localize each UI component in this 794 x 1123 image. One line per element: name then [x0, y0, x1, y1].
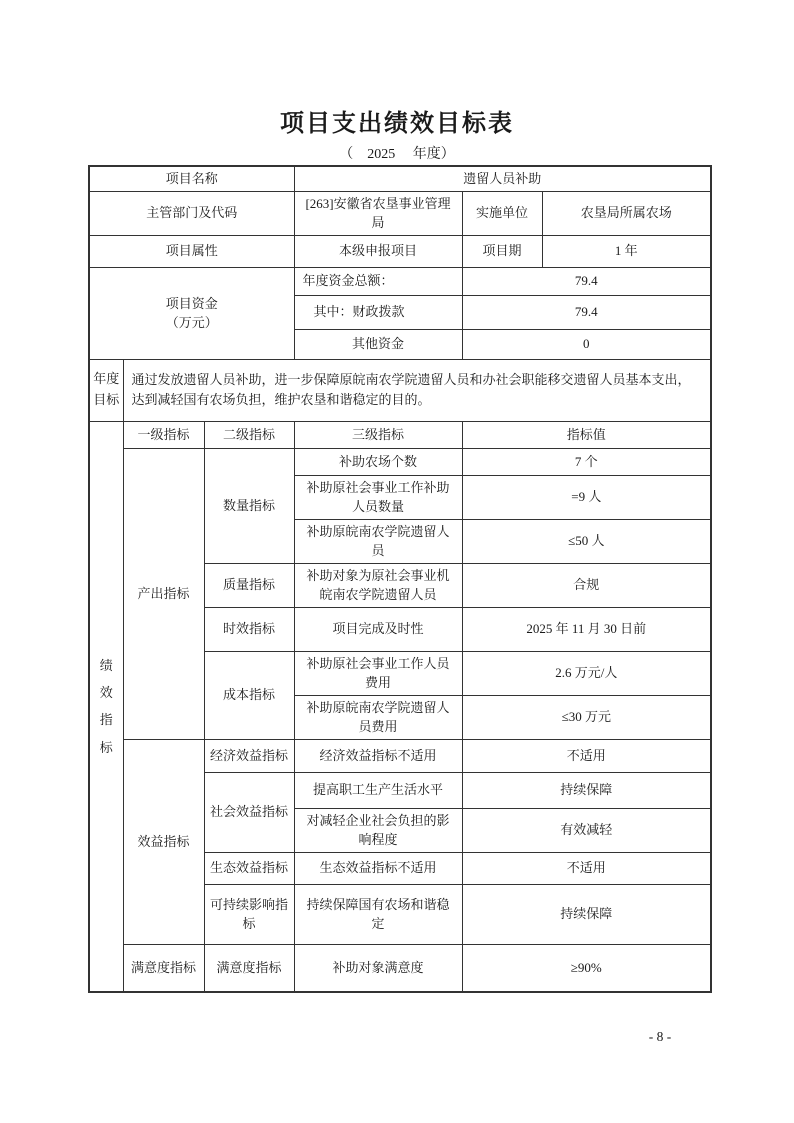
fund-fiscal-label: 其中：财政拨款	[294, 295, 462, 329]
l2-quality-cell: 质量指标	[204, 563, 294, 607]
indicator-row	[89, 944, 711, 992]
l2-economic-cell: 经济效益指标	[204, 739, 294, 772]
funds-label-line1: 项目资金	[165, 295, 218, 311]
indicator-value-cell: 7 个	[462, 448, 711, 475]
indicator-value-cell: 2025 年 11 月 30 日前	[462, 607, 711, 651]
impl-unit-value: 农垦局所属农场	[542, 191, 711, 235]
l2-timeliness-cell: 时效指标	[204, 607, 294, 651]
indicator-l3-cell: 补助对象为原社会事业机皖南农学院遗留人员	[294, 563, 462, 607]
indicator-l3-cell: 生态效益指标不适用	[294, 852, 462, 884]
indicator-value-cell: 持续保障	[462, 884, 711, 944]
impl-unit-label: 实施单位	[462, 191, 542, 235]
indicator-value-cell: 不适用	[462, 852, 711, 884]
dept-label: 主管部门及代码	[89, 191, 294, 235]
indicator-l3-cell: 补助农场个数	[294, 448, 462, 475]
indicator-value-cell: 不适用	[462, 739, 711, 772]
project-name-label: 项目名称	[89, 166, 294, 191]
performance-target-table	[88, 165, 712, 993]
indicator-l3-cell: 补助原皖南农学院遗留人员	[294, 519, 462, 563]
l2-cost-cell: 成本指标	[204, 651, 294, 739]
indicator-l3-cell: 补助对象满意度	[294, 944, 462, 992]
indicator-value-cell: 合规	[462, 563, 711, 607]
fund-other-value: 0	[462, 329, 711, 359]
fund-total-label: 年度资金总额：	[294, 267, 462, 295]
funds-label	[89, 267, 294, 359]
header-l1: 一级指标	[123, 421, 204, 448]
indicator-row	[89, 739, 711, 772]
indicator-row	[89, 448, 711, 475]
indicator-l3-cell: 补助原社会事业工作人员费用	[294, 651, 462, 695]
indicator-value-cell: 2.6 万元/人	[462, 651, 711, 695]
indicator-l3-cell: 对减轻企业社会负担的影响程度	[294, 808, 462, 852]
annual-goal-text: 通过发放遗留人员补助，进一步保障原皖南农学院遗留人员和办社会职能移交遗留人员基本支出，达到减轻国有农场负担，维护农垦和谐稳定的目的。	[123, 359, 711, 421]
fund-other-label: 其他资金	[294, 329, 462, 359]
fund-total-value: 79.4	[462, 267, 711, 295]
page-title: 项目支出绩效目标表	[280, 111, 514, 137]
indicator-value-cell: ≤50 人	[462, 519, 711, 563]
dept-value: [263]安徽省农垦事业管理局	[294, 191, 462, 235]
indicator-value-cell: 持续保障	[462, 772, 711, 808]
row-annual-goal	[89, 359, 711, 421]
l2-sustainable-cell: 可持续影响指标	[204, 884, 294, 944]
indicator-l3-cell: 提高职工生产生活水平	[294, 772, 462, 808]
indicator-value-cell: 有效减轻	[462, 808, 711, 852]
header-value: 指标值	[462, 421, 711, 448]
attr-label: 项目属性	[89, 235, 294, 267]
indicator-l3-cell: 项目完成及时性	[294, 607, 462, 651]
row-project-name	[89, 166, 711, 191]
row-department	[89, 191, 711, 235]
period-label: 项目期	[462, 235, 542, 267]
indicator-l3-cell: 经济效益指标不适用	[294, 739, 462, 772]
indicator-l3-cell: 补助原皖南农学院遗留人员费用	[294, 695, 462, 739]
indicator-value-cell: ≤30 万元	[462, 695, 711, 739]
l1-output-cell: 产出指标	[123, 448, 204, 739]
header-l2: 二级指标	[204, 421, 294, 448]
attr-value: 本级申报项目	[294, 235, 462, 267]
fund-fiscal-value: 79.4	[462, 295, 711, 329]
l2-quantity-cell: 数量指标	[204, 448, 294, 563]
indicator-l3-cell: 持续保障国有农场和谐稳定	[294, 884, 462, 944]
row-indicator-header	[89, 421, 711, 448]
year-subtitle: （ 2025 年度）	[339, 147, 455, 162]
indicator-value-cell: =9 人	[462, 475, 711, 519]
annual-goal-label: 年度目标	[89, 359, 123, 421]
l2-satisfaction-cell: 满意度指标	[204, 944, 294, 992]
row-fund-total	[89, 267, 711, 295]
l1-satisfaction-cell: 满意度指标	[123, 944, 204, 992]
l1-benefit-cell: 效益指标	[123, 739, 204, 944]
indicator-l3-cell: 补助原社会事业工作补助人员数量	[294, 475, 462, 519]
indicators-side-label: 绩效指标	[89, 421, 123, 992]
project-name-value: 遗留人员补助	[294, 166, 711, 191]
l2-social-cell: 社会效益指标	[204, 772, 294, 852]
page-number: - 8 -	[648, 1029, 672, 1044]
indicator-value-cell: ≥90%	[462, 944, 711, 992]
period-value: 1 年	[542, 235, 711, 267]
funds-label-line2: （万元）	[165, 315, 218, 330]
header-l3: 三级指标	[294, 421, 462, 448]
row-attribute	[89, 235, 711, 267]
l2-ecological-cell: 生态效益指标	[204, 852, 294, 884]
